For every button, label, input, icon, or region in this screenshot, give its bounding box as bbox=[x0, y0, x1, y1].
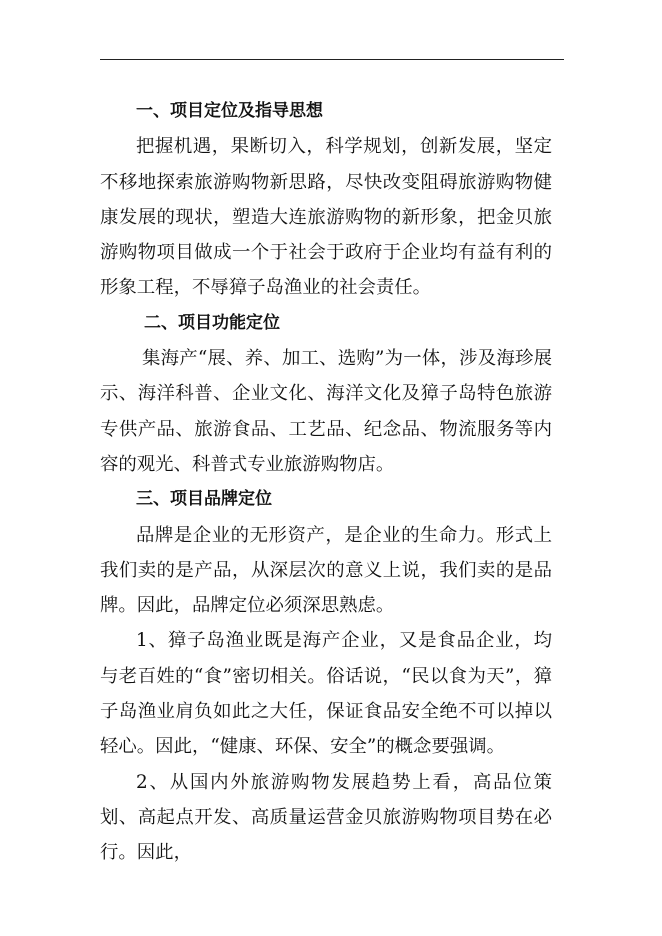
document-body bbox=[100, 94, 552, 871]
section-2-heading: 二、项目功能定位 bbox=[144, 312, 280, 333]
section-1-paragraph: 把握机遇，果断切入，科学规划，创新发展，坚定不移地探索旅游购物新思路，尽快改变阻碍旅游购物健康发展的现状，塑造大连旅游购物的新形象，把金贝旅游购物项目做成一个于社会于政府于企业均有益有利的形象工程，不辱獐子岛渔业的社会责任。 bbox=[100, 136, 552, 299]
header-rule bbox=[100, 59, 564, 60]
section-3-point-1: 1、獐子岛渔业既是海产企业，又是食品企业，均与老百姓的“食”密切相关。俗话说，“民以食为天”，獐子岛渔业肩负如此之大任，保证食品安全绝不可以掉以轻心。因此，“健康、环保、安全”的概念要强调。 bbox=[100, 630, 552, 758]
section-3-point-2: 2、从国内外旅游购物发展趋势上看，高品位策划、高起点开发、高质量运营金贝旅游购物项目势在必行。因此， bbox=[100, 771, 552, 864]
section-2-paragraph: 集海产“展、养、加工、选购”为一体，涉及海珍展示、海洋科普、企业文化、海洋文化及獐子岛特色旅游专供产品、旅游食品、工艺品、纪念品、物流服务等内容的观光、科普式专业旅游购物店。 bbox=[100, 348, 552, 475]
section-1-heading: 一、项目定位及指导思想 bbox=[136, 101, 323, 121]
section-3-heading: 三、项目品牌定位 bbox=[136, 489, 272, 510]
section-3-intro: 品牌是企业的无形资产，是企业的生命力。形式上我们卖的是产品，从深层次的意义上说，我们卖的是品牌。因此，品牌定位必须深思熟虑。 bbox=[100, 524, 552, 617]
